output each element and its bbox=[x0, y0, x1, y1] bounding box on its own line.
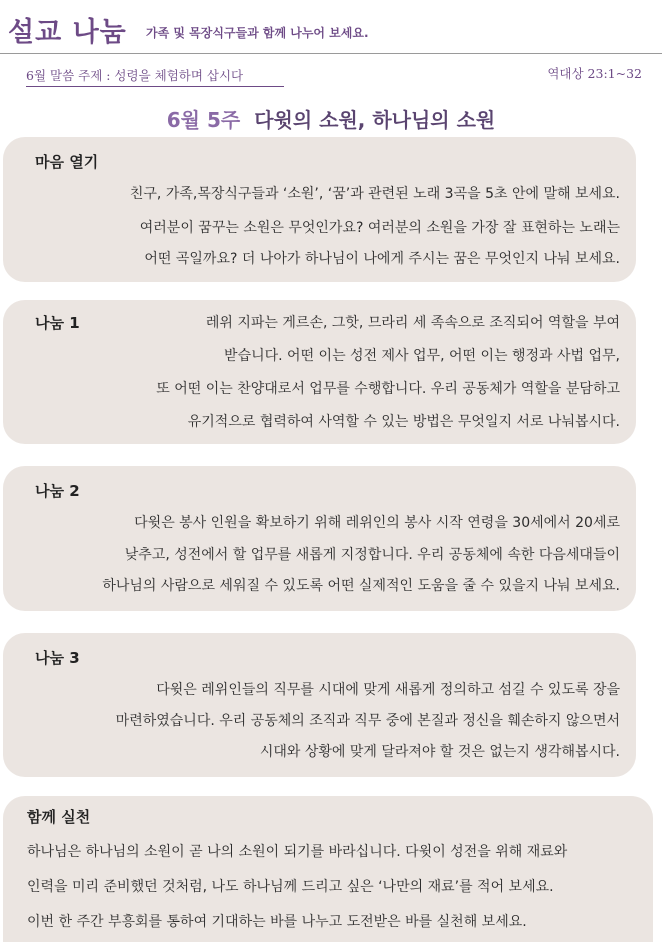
section-card-opening bbox=[3, 137, 636, 282]
scripture-reference: 역대상 23:1~32 bbox=[547, 66, 642, 81]
section-title: 나눔 3 bbox=[35, 649, 80, 667]
section-line: 친구, 가족,목장식구들과 ‘소원’, ‘꿈’과 관련된 노래 3곡을 5초 안에 말해 보세요. bbox=[129, 186, 620, 202]
monthly-theme bbox=[26, 66, 243, 84]
section-line: 여러분이 꿈꾸는 소원은 무엇인가요? 여러분의 소원을 가장 잘 표현하는 노래는 bbox=[139, 220, 620, 236]
monthly-theme-text: 6월 말씀 주제 : 성령을 체험하며 삽시다 bbox=[26, 68, 244, 83]
section-card-practice bbox=[3, 796, 653, 942]
week-title: 다윗의 소원, 하나님의 소원 bbox=[254, 108, 496, 132]
section-card-sharing-3 bbox=[3, 633, 636, 777]
section-line: 하나님의 사람으로 세워질 수 있도록 어떤 실제적인 도움을 줄 수 있을지 나눠 보세요. bbox=[102, 578, 620, 594]
section-line: 유기적으로 협력하여 사역할 수 있는 방법은 무엇일지 서로 나눠봅시다. bbox=[187, 414, 620, 430]
header-tagline: 가족 및 목장식구들과 함께 나누어 보세요. bbox=[146, 26, 369, 40]
page-header bbox=[0, 0, 662, 54]
brand-title: 설교 나눔 bbox=[8, 17, 127, 48]
section-card-sharing-1 bbox=[3, 300, 636, 444]
section-title: 함께 실천 bbox=[27, 808, 91, 826]
section-line: 받습니다. 어떤 이는 성전 제사 업무, 어떤 이는 행정과 사법 업무, bbox=[224, 348, 620, 364]
section-line: 다윗은 봉사 인원을 확보하기 위해 레위인의 봉사 시작 연령을 30세에서 20세로 bbox=[134, 515, 620, 531]
section-line: 시대와 상황에 맞게 달라져야 할 것은 없는지 생각해봅시다. bbox=[259, 744, 620, 760]
section-title: 나눔 1 bbox=[35, 314, 80, 332]
section-line: 다윗은 레위인들의 직무를 시대에 맞게 새롭게 정의하고 섬길 수 있도록 장을 bbox=[156, 682, 620, 698]
theme-underline bbox=[26, 86, 284, 87]
section-line: 또 어떤 이는 찬양대로서 업무를 수행합니다. 우리 공동체가 역할을 분담하고 bbox=[156, 381, 620, 397]
section-title: 마음 열기 bbox=[35, 153, 99, 171]
section-card-sharing-2 bbox=[3, 466, 636, 611]
section-line: 낮추고, 성전에서 할 업무를 새롭게 지정합니다. 우리 공동체에 속한 다음세대들이 bbox=[124, 547, 620, 563]
section-line: 인력을 미리 준비했던 것처럼, 나도 하나님께 드리고 싶은 ‘나만의 재료’를 적어 보세요. bbox=[27, 879, 554, 895]
header-divider bbox=[0, 53, 662, 54]
section-line: 어떤 곡일까요? 더 나아가 하나님이 나에게 주시는 꿈은 무엇인지 나눠 보세요. bbox=[144, 251, 620, 267]
section-line: 레위 지파는 게르손, 그핫, 므라리 세 족속으로 조직되어 역할을 부여 bbox=[205, 315, 620, 331]
week-heading bbox=[0, 104, 662, 133]
section-title: 나눔 2 bbox=[35, 482, 80, 500]
week-label: 6월 5주 bbox=[166, 108, 241, 132]
section-line: 마련하였습니다. 우리 공동체의 조직과 직무 중에 본질과 정신을 훼손하지 않으면서 bbox=[115, 713, 620, 729]
section-line: 이번 한 주간 부흥회를 통하여 기대하는 바를 나누고 도전받은 바를 실천해 보세요. bbox=[27, 914, 527, 930]
section-line: 하나님은 하나님의 소원이 곧 나의 소원이 되기를 바라십니다. 다윗이 성전을 위해 재료와 bbox=[27, 844, 568, 860]
